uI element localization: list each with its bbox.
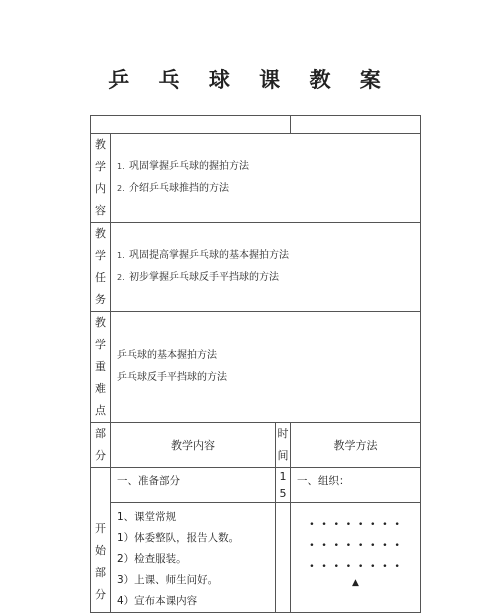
teaching-content-row <box>91 134 421 223</box>
content-header: 教学内容 <box>111 423 276 468</box>
part-header: 部 分 <box>91 423 111 468</box>
start-content-cell <box>111 468 276 613</box>
start-part-row <box>91 468 421 613</box>
blank-cell-right <box>291 116 421 134</box>
formation-dots-row-3: • • • • • • • • <box>309 562 402 572</box>
column-header-row <box>91 423 421 468</box>
list-item: 1. 巩固掌握乒乓球的握拍方法 <box>117 161 249 172</box>
teaching-tasks-cell <box>111 223 421 312</box>
start-part-label: 开 始 部 分 <box>91 468 111 613</box>
key-points-label: 教 学 重 难 点 <box>91 312 111 423</box>
blank-cell-left <box>91 116 291 134</box>
teacher-triangle-icon: ▲ <box>352 578 359 588</box>
formation-dots-row-1: • • • • • • • • <box>309 520 402 530</box>
key-point-1: 乒乓球的基本握拍方法 <box>117 350 217 361</box>
list-item: 2）检查服装。 <box>117 553 187 565</box>
teaching-content-cell <box>111 134 421 223</box>
method-header: 教学方法 <box>291 423 421 468</box>
list-item: 3）上课、师生问好。 <box>117 574 219 586</box>
teaching-tasks-label: 教 学 任 务 <box>91 223 111 312</box>
list-item: 1）体委整队，报告人数。 <box>117 532 240 544</box>
list-item: 1、课堂常规 <box>117 511 177 523</box>
blank-header-row <box>91 116 421 134</box>
list-item: 2. 初步掌握乒乓球反手平挡球的方法 <box>117 272 279 283</box>
list-item: 4）宣布本课内容 <box>117 595 198 607</box>
key-point-2: 乒乓球反手平挡球的方法 <box>117 372 227 383</box>
formation-dots-row-2: • • • • • • • • <box>309 541 402 551</box>
prep-section: 一、准备部分 <box>111 468 275 503</box>
organization-heading: 一、组织： <box>291 468 420 503</box>
key-points-row <box>91 312 421 423</box>
lesson-plan-table <box>90 115 421 613</box>
start-method-cell <box>291 468 421 613</box>
list-item: 1. 巩固提高掌握乒乓球的基本握拍方法 <box>117 250 289 261</box>
teaching-tasks-row <box>91 223 421 312</box>
teaching-content-label: 教 学 内 容 <box>91 134 111 223</box>
key-points-cell <box>111 312 421 423</box>
list-item: 2. 介绍乒乓球推挡的方法 <box>117 183 229 194</box>
start-time-cell: 1 5 <box>276 468 291 613</box>
time-header: 时 间 <box>276 423 291 468</box>
page-title: 乒 乓 球 课 教 案 <box>108 68 392 92</box>
